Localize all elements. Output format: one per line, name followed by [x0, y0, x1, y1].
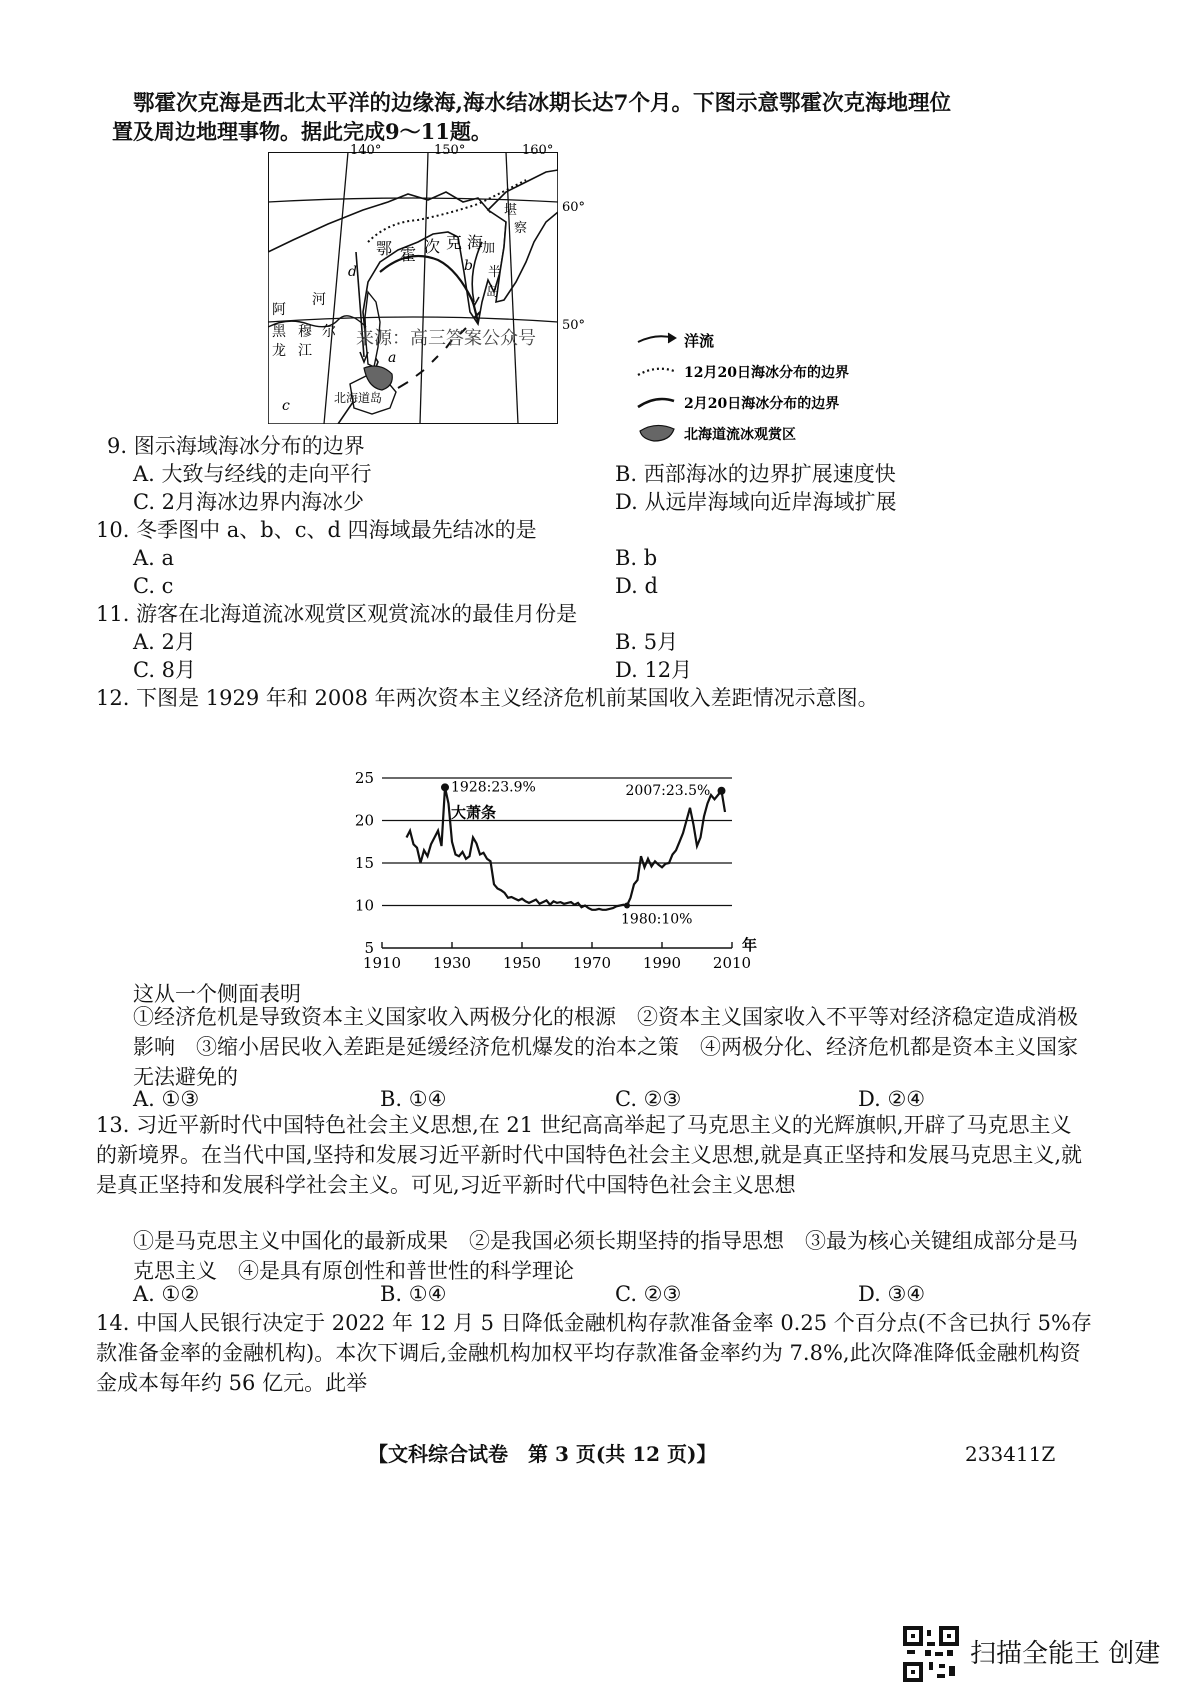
- sea-char-4: 克: [446, 233, 463, 252]
- kamchatka-char-3: 加: [482, 241, 496, 256]
- point-b: b: [464, 258, 473, 274]
- lat-label-60-side: 60°: [562, 200, 586, 215]
- legend-dec20-line: [638, 369, 674, 375]
- hokkaido-label: 北海道岛: [334, 391, 383, 405]
- q13-statements: ①是马克思主义中国化的最新成果 ②是我国必须长期坚持的指导思想 ③最为核心关键组成部分是马克思主义 ④是具有原创性和普世性的科学理论: [133, 1229, 1078, 1283]
- lon-label-150-top: 150°: [434, 143, 466, 157]
- income-gap-chart: [352, 770, 812, 1040]
- q13-option-c[interactable]: C. ②③: [615, 1282, 682, 1306]
- q11-option-d[interactable]: D. 12月: [615, 658, 693, 682]
- point-d: d: [348, 264, 357, 280]
- kamchatka-char-1: 堪: [504, 203, 518, 218]
- chart-y-ticks: [355, 770, 374, 957]
- footer-title: 【文科综合试卷 第 3 页(共 12 页)】: [368, 1442, 717, 1466]
- kamchatka-char-4: 半: [488, 265, 502, 280]
- heilong-char-2: 穆: [298, 324, 312, 340]
- x-tick-1990: 1990: [642, 954, 682, 972]
- q9-option-b[interactable]: B. 西部海冰的边界扩展速度快: [615, 462, 896, 486]
- q9-option-a[interactable]: A. 大致与经线的走向平行: [133, 462, 372, 486]
- q12-lead: 这从一个侧面表明: [133, 982, 301, 1006]
- q10-option-d[interactable]: D. d: [615, 574, 658, 598]
- map-legend: [636, 325, 916, 455]
- q11-option-c[interactable]: C. 8月: [133, 658, 197, 682]
- q9-option-d[interactable]: D. 从远岸海域向近岸海域扩展: [615, 490, 897, 514]
- legend-feb20-label: 2月20日海冰分布的边界: [684, 396, 840, 412]
- legend-dec20-label: 12月20日海冰分布的边界: [684, 365, 849, 381]
- y-tick-15: 15: [354, 854, 374, 872]
- q12-option-d[interactable]: D. ②④: [858, 1087, 926, 1111]
- lat-label-50-side: 50°: [562, 318, 586, 333]
- q10-stem: 10. 冬季图中 a、b、c、d 四海域最先结冰的是: [96, 518, 537, 542]
- q12-statements: ①经济危机是导致资本主义国家收入两极分化的根源 ②资本主义国家收入不平等对经济稳定造成消极影响 ③缩小居民收入差距是延缓经济危机爆发的治本之策 ④两极分化、经济危机都是资本主义国家无法避免的: [133, 1005, 1078, 1089]
- chart-x-ticks: [363, 942, 751, 972]
- lon-label-160-top: 160°: [522, 143, 554, 157]
- heilong-char-1: 黑: [272, 324, 286, 340]
- sea-char-1: 鄂: [376, 239, 393, 258]
- amur-char-1: 阿: [272, 302, 286, 318]
- q13-option-b[interactable]: B. ①④: [380, 1282, 447, 1306]
- lon-label-140-top: 140°: [350, 143, 382, 157]
- low-1980-dot: [624, 903, 630, 909]
- legend-feb20-line: [638, 399, 674, 407]
- kamchatka-char-2: 察: [514, 221, 528, 236]
- sea-char-3: 次: [424, 237, 441, 256]
- heilong-char-5: 尔: [322, 324, 336, 340]
- y-tick-25: 25: [354, 770, 374, 787]
- legend-current-label: 洋流: [684, 332, 715, 350]
- y-tick-20: 20: [354, 811, 374, 830]
- y-tick-5: 5: [364, 939, 374, 957]
- point-a: a: [388, 350, 397, 366]
- annotation-2007-peak: 2007:23.5%: [625, 782, 711, 799]
- x-tick-1910: 1910: [362, 954, 402, 972]
- intro-line-1: 鄂霍次克海是西北太平洋的边缘海,海水结冰期长达7个月。下图示意鄂霍次克海地理位: [133, 91, 951, 116]
- peak-1928-dot: [441, 783, 449, 791]
- x-tick-1970: 1970: [572, 954, 612, 972]
- x-tick-2010: 2010: [712, 954, 752, 972]
- sea-char-5: 海: [467, 233, 484, 252]
- watermark: 来源：高三答案公众号: [356, 328, 536, 349]
- sea-char-2: 霍: [400, 245, 417, 264]
- q9-stem: 9. 图示海域海冰分布的边界: [107, 434, 365, 458]
- q14-stem: 14. 中国人民银行决定于 2022 年 12 月 5 日降低金融机构存款准备金率 0.25 个百分点(不含已执行 5%存款准备金率的金融机构)。本次下调后,金融机构加权平均存款准备金率约为 7.8%,此次降准降低金融机构资金成本每年约 56 亿元。此举: [96, 1311, 1092, 1395]
- amur-char-2: 河: [312, 292, 326, 308]
- map-lon-labels: [350, 141, 650, 157]
- q12-option-a[interactable]: A. ①③: [133, 1087, 200, 1111]
- q13-stem: 13. 习近平新时代中国特色社会主义思想,在 21 世纪高高举起了马克思主义的光辉旗帜,开辟了马克思主义的新境界。在当代中国,坚持和发展习近平新时代中国特色社会主义思想,就是真正坚持和发展马克思主义,就是真正坚持和发展科学社会主义。可见,习近平新时代中国特色社会主义思想: [96, 1113, 1083, 1197]
- qr-code-icon: [903, 1626, 959, 1682]
- q12-option-b[interactable]: B. ①④: [380, 1087, 447, 1111]
- q9-option-c[interactable]: C. 2月海冰边界内海冰少: [133, 490, 365, 514]
- q10-option-b[interactable]: B. b: [615, 546, 658, 570]
- legend-drift-swatch: [640, 425, 674, 441]
- point-c: c: [282, 398, 290, 414]
- q10-option-a[interactable]: A. a: [133, 546, 175, 570]
- okhotsk-sea-map: [268, 152, 558, 424]
- intro-line-2: 置及周边地理事物。据此完成9～11题。: [112, 119, 492, 144]
- x-tick-1930: 1930: [432, 954, 472, 972]
- heilong-char-3: 龙: [272, 343, 286, 359]
- annotation-depression: 大萧条: [451, 803, 497, 822]
- q13-option-d[interactable]: D. ③④: [858, 1282, 926, 1306]
- map-lat-labels: [560, 195, 600, 335]
- scanner-label: 扫描全能王 创建: [970, 1639, 1161, 1669]
- x-tick-1950: 1950: [502, 954, 542, 972]
- q10-option-c[interactable]: C. c: [133, 574, 174, 598]
- annotation-1980-low: 1980:10%: [621, 911, 693, 928]
- kamchatka-char-5: 岛: [486, 285, 500, 300]
- footer-code: 233411Z: [965, 1442, 1056, 1466]
- q12-option-c[interactable]: C. ②③: [615, 1087, 682, 1111]
- q11-stem: 11. 游客在北海道流冰观赏区观赏流冰的最佳月份是: [96, 602, 578, 626]
- annotation-1928-peak: 1928:23.9%: [451, 779, 536, 796]
- heilong-char-4: 江: [298, 343, 312, 359]
- q12-stem: 12. 下图是 1929 年和 2008 年两次资本主义经济危机前某国收入差距情况示意图。: [96, 686, 879, 710]
- legend-drift-label: 北海道流冰观赏区: [684, 427, 796, 443]
- q13-option-a[interactable]: A. ①②: [133, 1282, 200, 1306]
- y-tick-10: 10: [354, 896, 374, 915]
- chart-xlabel: 年: [742, 936, 758, 954]
- peak-2007-dot: [718, 787, 726, 795]
- q11-option-b[interactable]: B. 5月: [615, 630, 679, 654]
- q11-option-a[interactable]: A. 2月: [133, 630, 196, 654]
